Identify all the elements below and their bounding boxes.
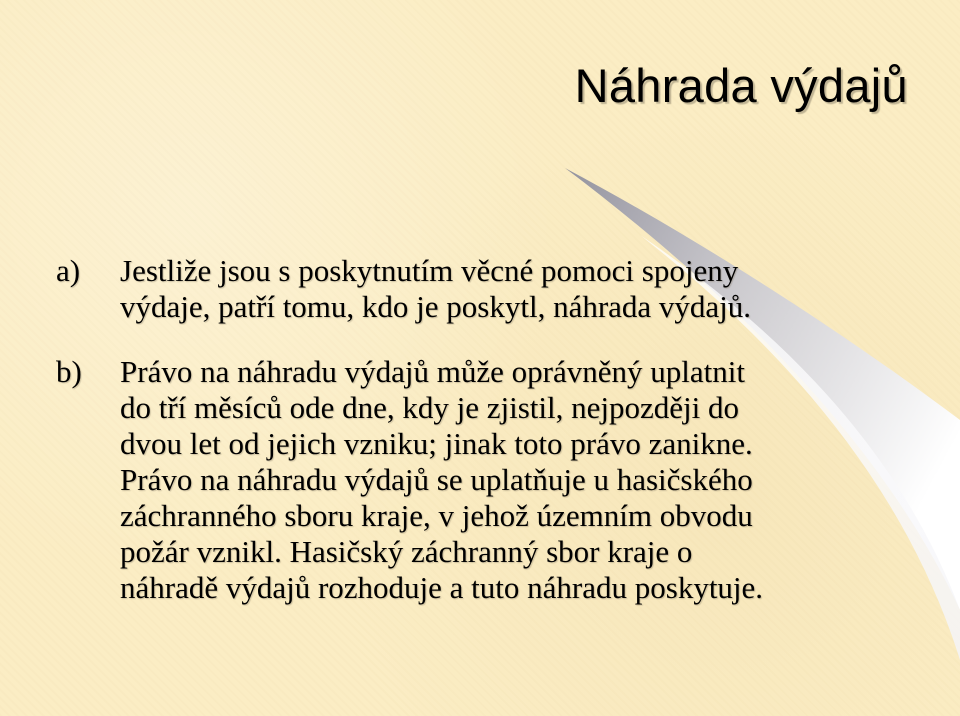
list-item-b-line-3: dvou let od jejich vzniku; jinak toto právo zanikne.	[120, 426, 753, 461]
list-marker-b: b)	[56, 354, 82, 389]
list-marker-a: a)	[56, 253, 81, 288]
list-item-a-line-1: Jestliže jsou s poskytnutím věcné pomoci spojeny	[120, 253, 739, 288]
list-item-b	[56, 354, 763, 606]
list-item-a-line-2: výdaje, patří tomu, kdo je poskytl, náhrada výdajů.	[120, 289, 752, 324]
list-item-b-line-1: Právo na náhradu výdajů může oprávněný uplatnit	[120, 354, 745, 389]
list-item-b-line-5: záchranného sboru kraje, v jehož územním obvodu	[120, 498, 753, 533]
list-item-b-line-2: do tří měsíců ode dne, kdy je zjistil, nejpozději do	[120, 390, 740, 425]
slide-title: Náhrada výdajů	[574, 59, 908, 112]
list-item-a	[56, 253, 751, 325]
list-item-b-line-7: náhradě výdajů rozhoduje a tuto náhradu poskytuje.	[120, 570, 764, 605]
list-item-b-line-6: požár vznikl. Hasičský záchranný sbor kraje o	[120, 534, 693, 569]
list-item-b-line-4: Právo na náhradu výdajů se uplatňuje u hasičského	[120, 462, 753, 497]
